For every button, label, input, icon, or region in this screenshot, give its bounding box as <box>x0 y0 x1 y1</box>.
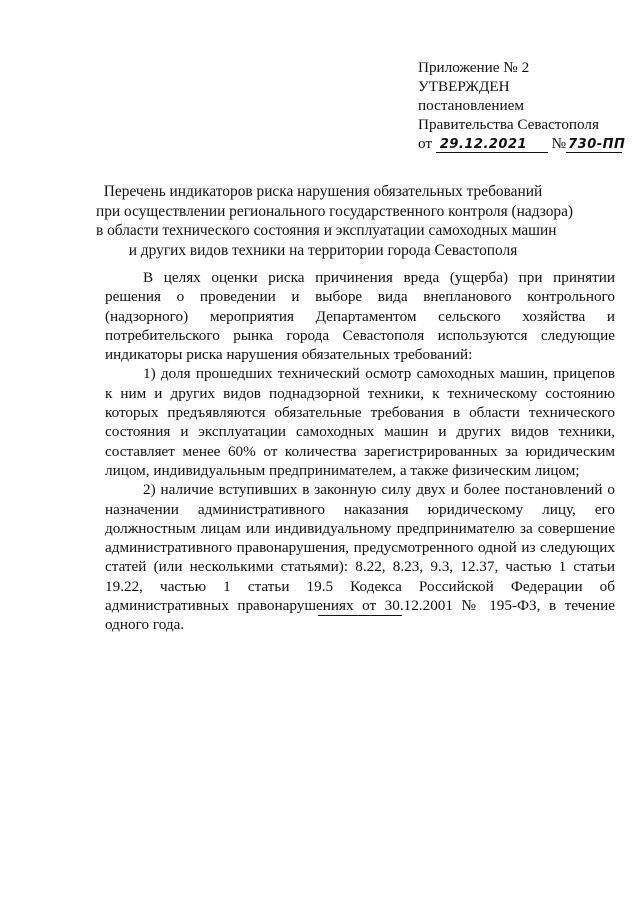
handwritten-date: 29.12.2021 <box>436 138 548 153</box>
indicator-item-1: 1) доля прошедших технический осмотр самоходных машин, прицепов к ним и других видов поднадзорной техники, к техническому состоянию которых предъявляются обязательные требования в области технического состояния и эксплуатации самоходных машин и других видов техники, составляет менее 60% от количества зарегистрированных за юридическим лицом, индивидуальным предпринимателем, а также физическим лицом; <box>105 365 615 479</box>
approved-label: УТВЕРЖДЕН <box>418 78 510 95</box>
title-line-3: в области технического состояния и эксплуатации самоходных машин <box>96 222 557 239</box>
title-line-4: и других видов техники на территории города Севастополя <box>128 241 518 259</box>
intro-paragraph: В целях оценки риска причинения вреда (ущерба) при принятии решения о проведении и выборе вида внепланового контрольного (надзорного) мероприятия Департаментом сельского хозяйства и потребительского рынка города Севастополя используются следующие индикаторы риска нарушения обязательных требований: <box>105 269 615 364</box>
appendix-number: Приложение № 2 <box>418 59 530 76</box>
document-title <box>96 182 574 260</box>
resolution-label: постановлением <box>418 97 525 114</box>
number-prefix: № <box>551 135 567 152</box>
document-body <box>105 268 615 635</box>
title-line-2: при осуществлении регионального государственного контроля (надзора) <box>96 202 574 220</box>
separator-line <box>318 615 402 616</box>
title-line-1: Перечень индикаторов риска нарушения обязательных требований <box>103 183 543 200</box>
date-prefix: от <box>418 135 433 152</box>
date-number-line <box>418 134 626 153</box>
indicator-item-2: 2) наличие вступивших в законную силу двух и более постановлений о назначении административного наказания юридическому лицу, его должностным лицам или индивидуальному предпринимателю за совершение административного правонарушения, предусмотренного одной из следующих статей (или несколькими статьями): 8.22, 8.23, 9.3, 12.37, частью 1 статьи 19.22, частью 1 статьи 19.5 Кодекса Российской Федерации об административных правонарушениях от 30.12.2001 № 195-ФЗ, в течение одного года. <box>105 481 615 634</box>
handwritten-number: 730-ПП <box>568 137 626 152</box>
government-label: Правительства Севастополя <box>418 116 599 133</box>
approval-stamp-block <box>418 58 626 153</box>
